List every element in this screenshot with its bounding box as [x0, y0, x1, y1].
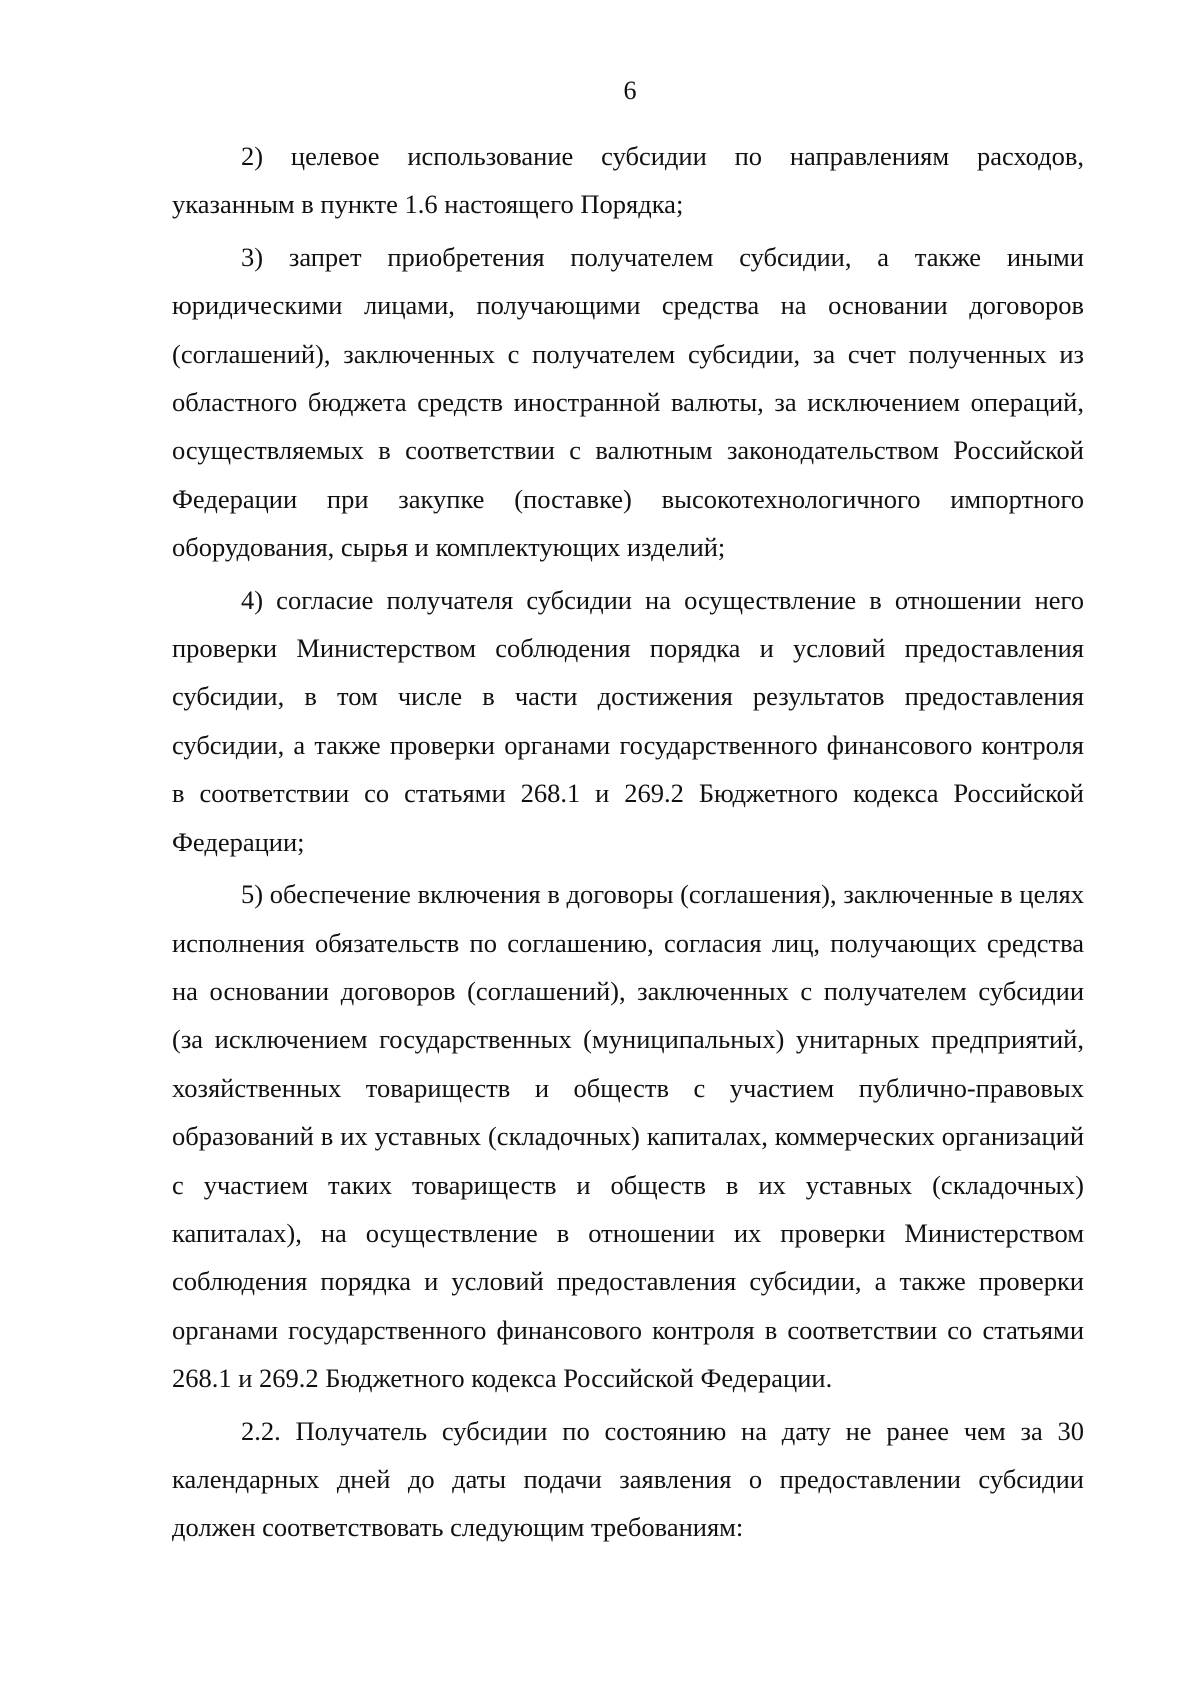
document-body [172, 132, 1084, 1556]
page-number: 6 [623, 76, 637, 105]
paragraph-item-5: 5) обеспечение включения в договоры (соглашения), заключенные в целях исполнения обязательств по соглашению, согласия лиц, получающих средства на основании договоров (соглашений), заключенных с получателем субсидии (за исключением государственных (муниципальных) унитарных предприятий, хозяйственных товариществ и обществ с участием публично-правовых образований в их уставных (складочных) капиталах, коммерческих организаций с участием таких товариществ и обществ в их уставных (складочных) капиталах), на осуществление в отношении их проверки Министерством соблюдения порядка и условий предоставления субсидии, а также проверки органами государственного финансового контроля в соответствии со статьями 268.1 и 269.2 Бюджетного кодекса Российской Федерации. [172, 879, 1084, 1394]
paragraph-item-3: 3) запрет приобретения получателем субсидии, а также иными юридическими лицами, получающими средства на основании договоров (соглашений), заключенных с получателем субсидии, за счет полученных из областного бюджета средств иностранной валюты, за исключением операций, осуществляемых в соответствии с валютным законодательством Российской Федерации при закупке (поставке) высокотехнологичного импортного оборудования, сырья и комплектующих изделий; [172, 241, 1084, 563]
paragraph-item-4: 4) согласие получателя субсидии на осуществление в отношении него проверки Министерством соблюдения порядка и условий предоставления субсидии, в том числе в части достижения результатов предоставления субсидии, а также проверки органами государственного финансового контроля в соответствии со статьями 268.1 и 269.2 Бюджетного кодекса Российской Федерации; [172, 584, 1084, 857]
paragraph-item-2: 2) целевое использование субсидии по направлениям расходов, указанным в пункте 1.6 настоящего Порядка; [172, 141, 1084, 220]
paragraph-section-2-2: 2.2. Получатель субсидии по состоянию на дату не ранее чем за 30 календарных дней до даты подачи заявления о предоставлении субсидии должен соответствовать следующим требованиям: [172, 1415, 1084, 1543]
